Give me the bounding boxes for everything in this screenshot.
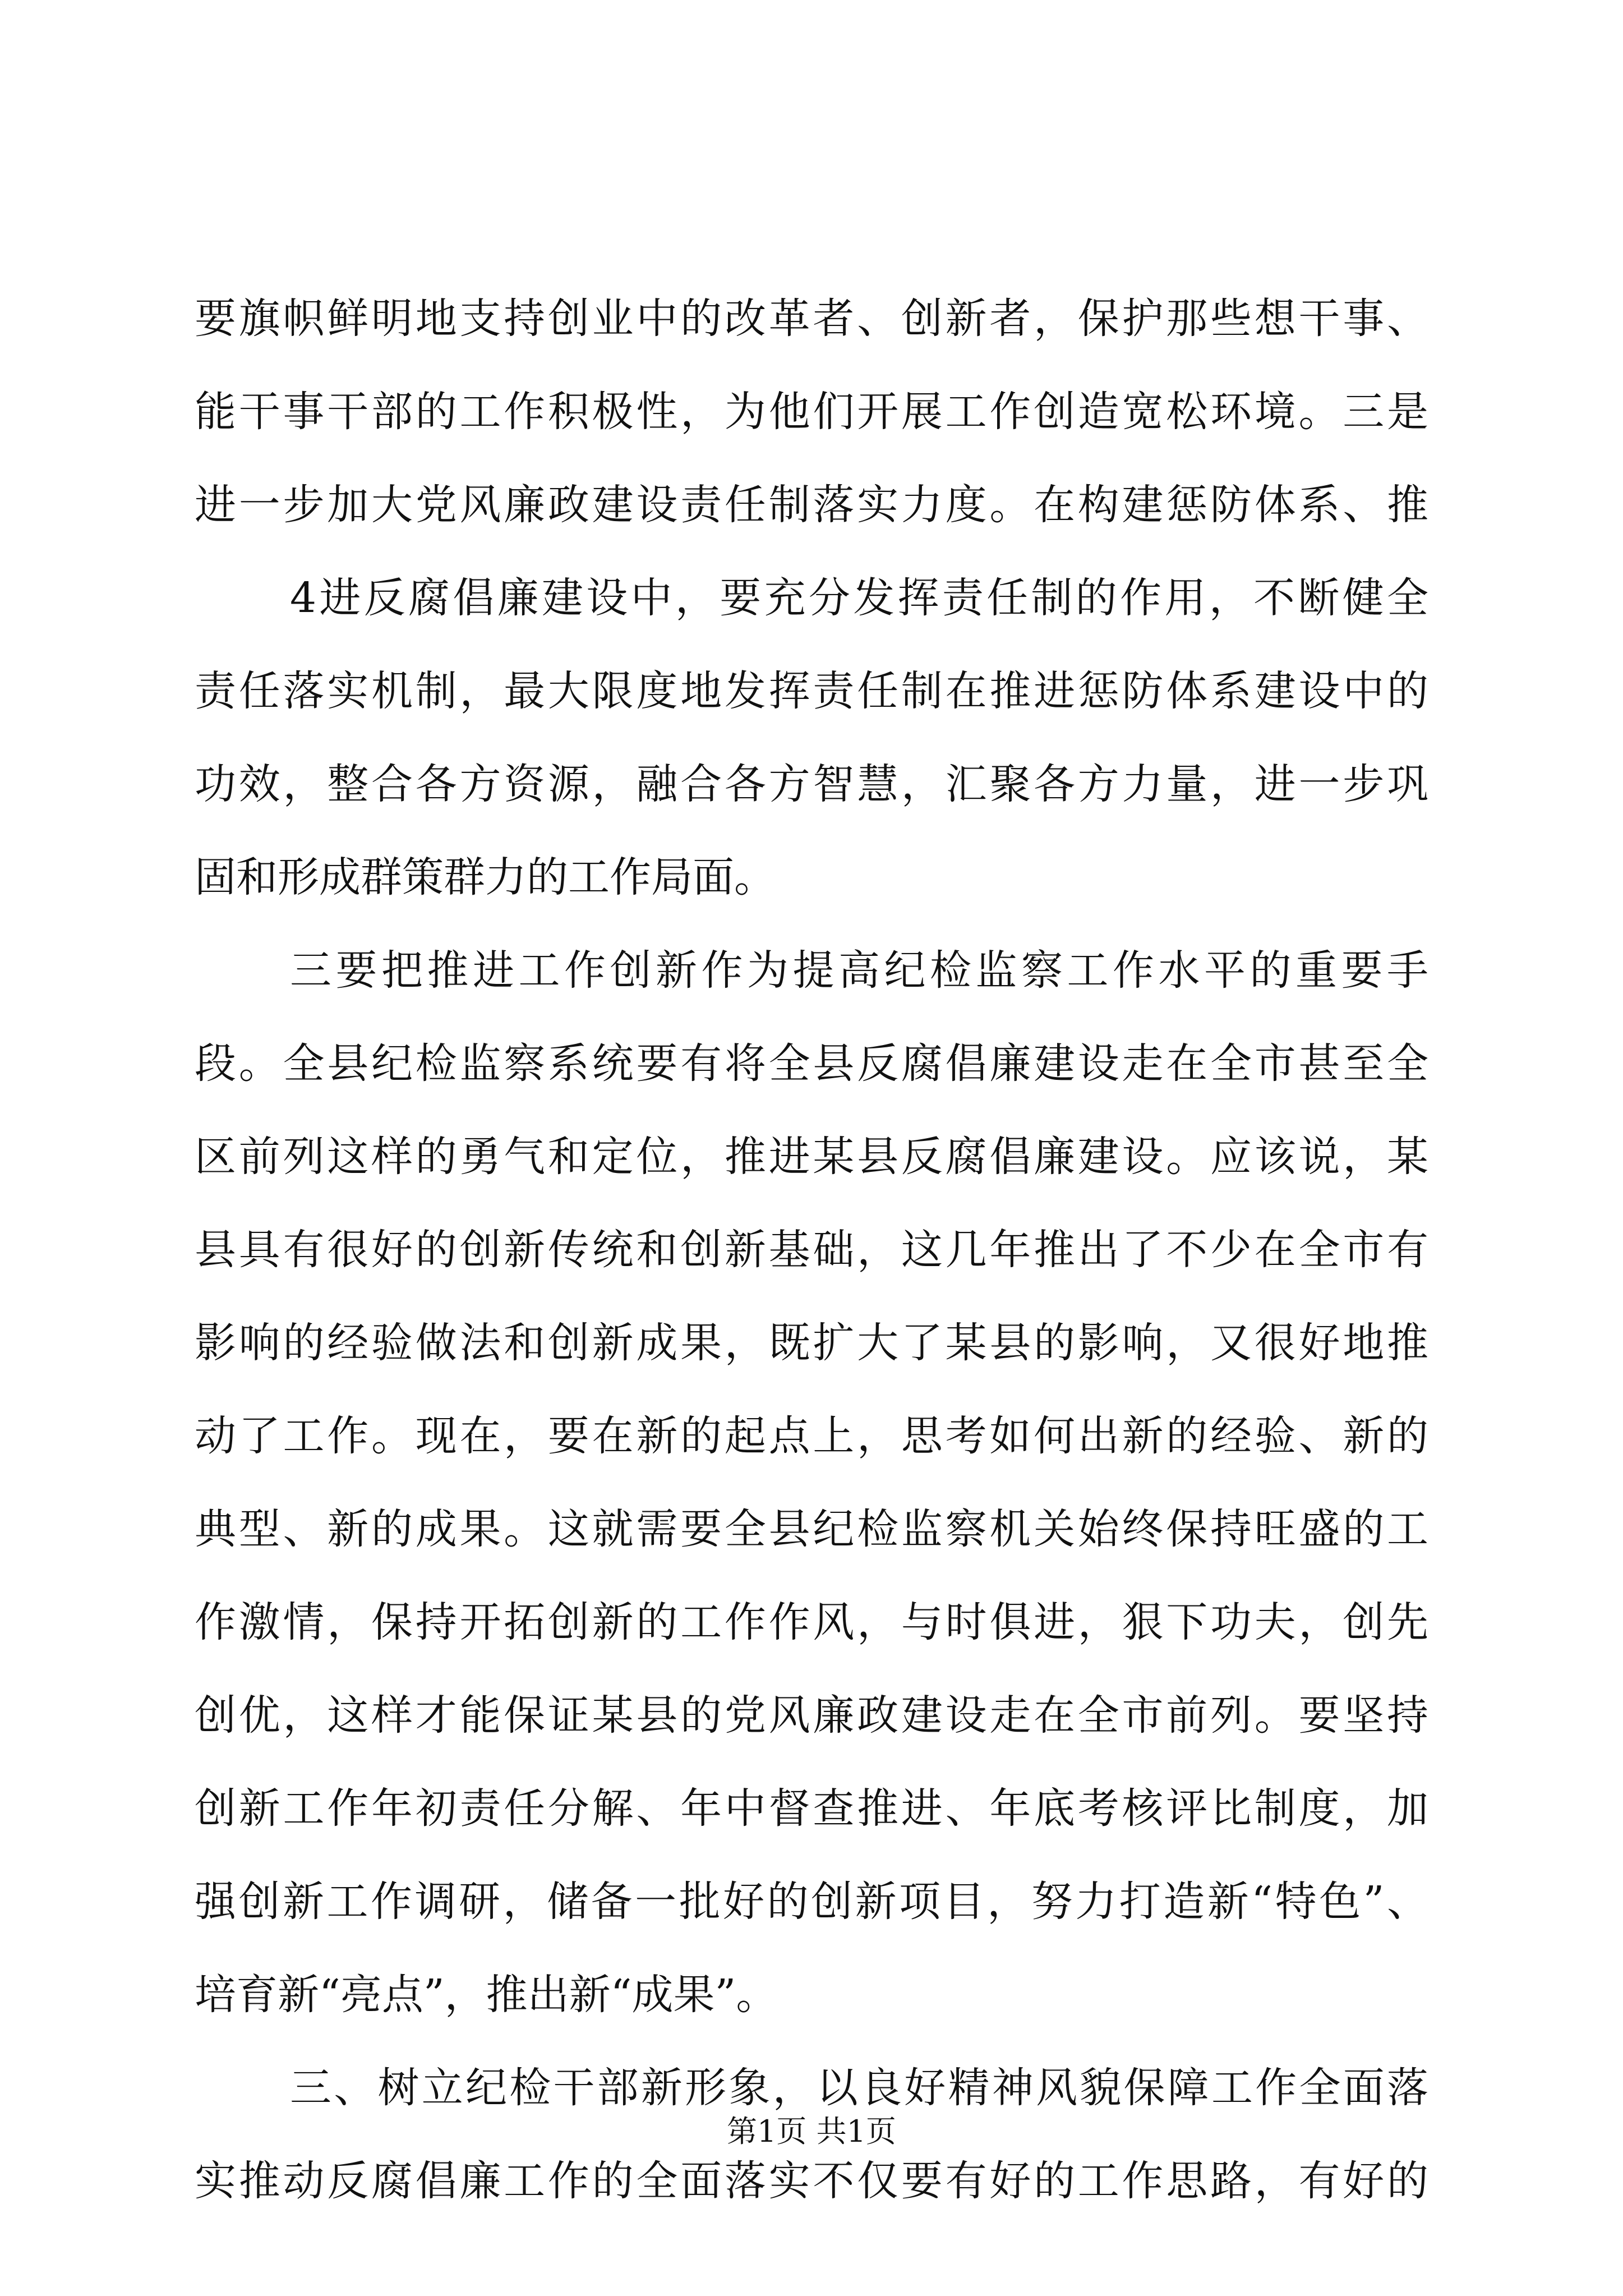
text-line: 4进反腐倡廉建设中，要充分发挥责任制的作用，不断健全 xyxy=(290,574,1428,622)
page-footer: 第1页 共1页 xyxy=(727,2114,896,2149)
text-line: 作激情，保持开拓创新的工作作风，与时俱进，狠下功夫，创先 xyxy=(195,1598,1428,1646)
text-line: 影响的经验做法和创新成果，既扩大了某县的影响，又很好地推 xyxy=(195,1319,1428,1367)
text-line: 动了工作。现在，要在新的起点上，思考如何出新的经验、新的 xyxy=(195,1412,1428,1460)
section-heading-line: 三、树立纪检干部新形象，以良好精神风貌保障工作全面落 xyxy=(290,2064,1428,2112)
text-line: 要旗帜鲜明地支持创业中的改革者、创新者，保护那些想干事、 xyxy=(195,295,1428,343)
text-line: 创新工作年初责任分解、年中督查推进、年底考核评比制度，加 xyxy=(195,1784,1428,1833)
text-line: 功效，整合各方资源，融合各方智慧，汇聚各方力量，进一步巩 xyxy=(195,760,1428,808)
text-line: 区前列这样的勇气和定位，推进某县反腐倡廉建设。应该说，某 xyxy=(195,1133,1428,1181)
text-line: 县具有很好的创新传统和创新基础，这几年推出了不少在全市有 xyxy=(195,1226,1428,1274)
text-line: 培育新“亮点”，推出新“成果”。 xyxy=(195,1971,778,2019)
text-line: 创优，这样才能保证某县的党风廉政建设走在全市前列。要坚持 xyxy=(195,1691,1428,1740)
text-line: 能干事干部的工作积极性，为他们开展工作创造宽松环境。三是 xyxy=(195,388,1428,436)
text-line: 典型、新的成果。这就需要全县纪检监察机关始终保持旺盛的工 xyxy=(195,1505,1428,1553)
text-line: 责任落实机制，最大限度地发挥责任制在推进惩防体系建设中的 xyxy=(195,667,1428,715)
text-line: 进一步加大党风廉政建设责任制落实力度。在构建惩防体系、推 xyxy=(195,481,1428,529)
text-line: 实推动反腐倡廉工作的全面落实不仅要有好的工作思路，有好的 xyxy=(195,2157,1428,2205)
document-body xyxy=(195,272,1428,2228)
text-line: 固和形成群策群力的工作局面。 xyxy=(195,853,776,901)
text-line: 强创新工作调研，储备一批好的创新项目，努力打造新“特色”、 xyxy=(195,1878,1428,1926)
text-line: 段。全县纪检监察系统要有将全县反腐倡廉建设走在全市甚至全 xyxy=(195,1039,1428,1088)
paragraph-start-line: 三要把推进工作创新作为提高纪检监察工作水平的重要手 xyxy=(290,946,1428,995)
